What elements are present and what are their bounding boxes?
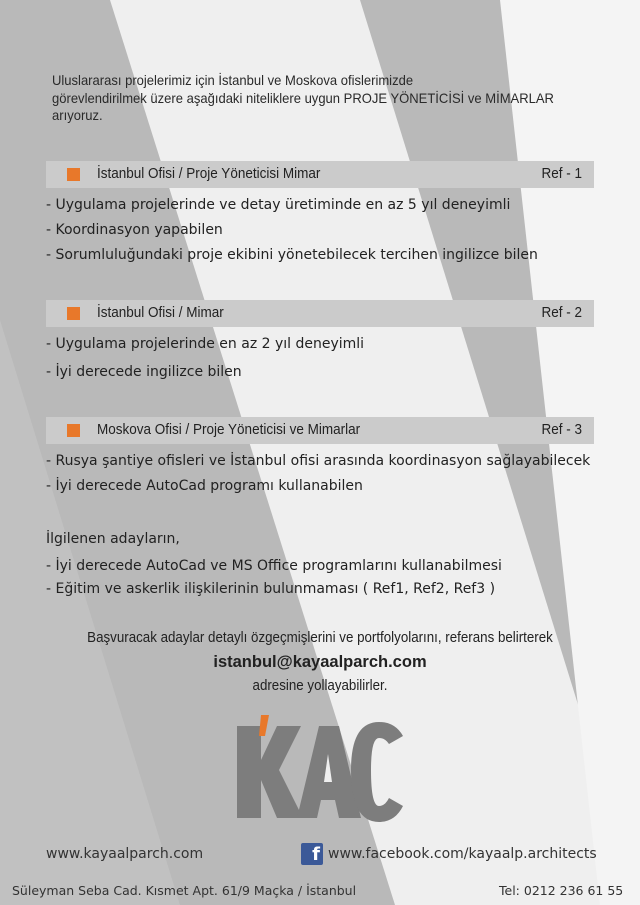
apply-line-2: adresine yollayabilirler. xyxy=(252,678,388,694)
general-heading: İlgilenen adayların, xyxy=(46,531,180,547)
requirement-item: - İyi derecede AutoCad programı kullanabilen xyxy=(46,478,363,494)
requirement-item: - Rusya şantiye ofisleri ve İstanbul ofisi arasında koordinasyon sağlayabilecek xyxy=(46,453,591,469)
position-title: İstanbul Ofisi / Mimar xyxy=(97,304,224,321)
position-title: İstanbul Ofisi / Proje Yöneticisi Mimar xyxy=(97,165,321,182)
apply-instructions xyxy=(0,630,640,646)
orange-bullet-icon xyxy=(67,168,80,181)
general-item: - Eğitim ve askerlik ilişkilerinin bulunmaması ( Ref1, Ref2, Ref3 ) xyxy=(46,581,496,597)
facebook-link[interactable]: www.facebook.com/kayaalp.architects xyxy=(328,846,597,862)
orange-bullet-icon xyxy=(67,424,80,437)
intro-line-2: görevlendirilmek üzere aşağıdaki niteliklere uygun PROJE YÖNETİCİSİ ve MİMARLAR xyxy=(52,89,554,106)
apply-email-link[interactable]: istanbul@kayaalparch.com xyxy=(213,653,427,671)
kac-logo xyxy=(235,712,405,827)
requirement-item: - Uygulama projelerinde ve detay üretiminde en az 5 yıl deneyimli xyxy=(46,197,511,213)
intro-text xyxy=(52,72,573,125)
apply-line-2-row xyxy=(0,678,640,694)
kac-logo-graphic xyxy=(235,712,405,827)
address-text: Süleyman Seba Cad. Kısmet Apt. 61/9 Maçka / İstanbul xyxy=(12,883,357,898)
phone-text: Tel: 0212 236 61 55 xyxy=(499,883,624,898)
general-item: - İyi derecede AutoCad ve MS Office programlarını kullanabilmesi xyxy=(46,558,502,574)
intro-line-1: Uluslararası projelerimiz için İstanbul ve Moskova ofislerimizde xyxy=(52,72,414,88)
position-title: Moskova Ofisi / Proje Yöneticisi ve Mimarlar xyxy=(97,421,361,438)
position-header-1 xyxy=(46,161,594,188)
requirement-item: - Uygulama projelerinde en az 2 yıl deneyimli xyxy=(46,336,365,352)
facebook-icon[interactable]: f xyxy=(301,843,323,865)
requirement-item: - Koordinasyon yapabilen xyxy=(46,222,223,238)
intro-line-3: arıyoruz. xyxy=(52,107,103,123)
apply-line-1: Başvuracak adaylar detaylı özgeçmişlerini ve portfolyolarını, referans belirterek xyxy=(87,630,553,646)
position-header-3 xyxy=(46,417,594,444)
apply-email-row xyxy=(0,653,640,672)
position-ref: Ref - 3 xyxy=(541,421,582,438)
position-header-2 xyxy=(46,300,594,327)
position-ref: Ref - 1 xyxy=(541,165,582,182)
requirement-item: - Sorumluluğundaki proje ekibini yönetebilecek tercihen ingilizce bilen xyxy=(46,247,538,263)
requirement-item: - İyi derecede ingilizce bilen xyxy=(46,364,242,380)
website-link[interactable]: www.kayaalparch.com xyxy=(46,846,204,862)
position-ref: Ref - 2 xyxy=(541,304,582,321)
orange-bullet-icon xyxy=(67,307,80,320)
